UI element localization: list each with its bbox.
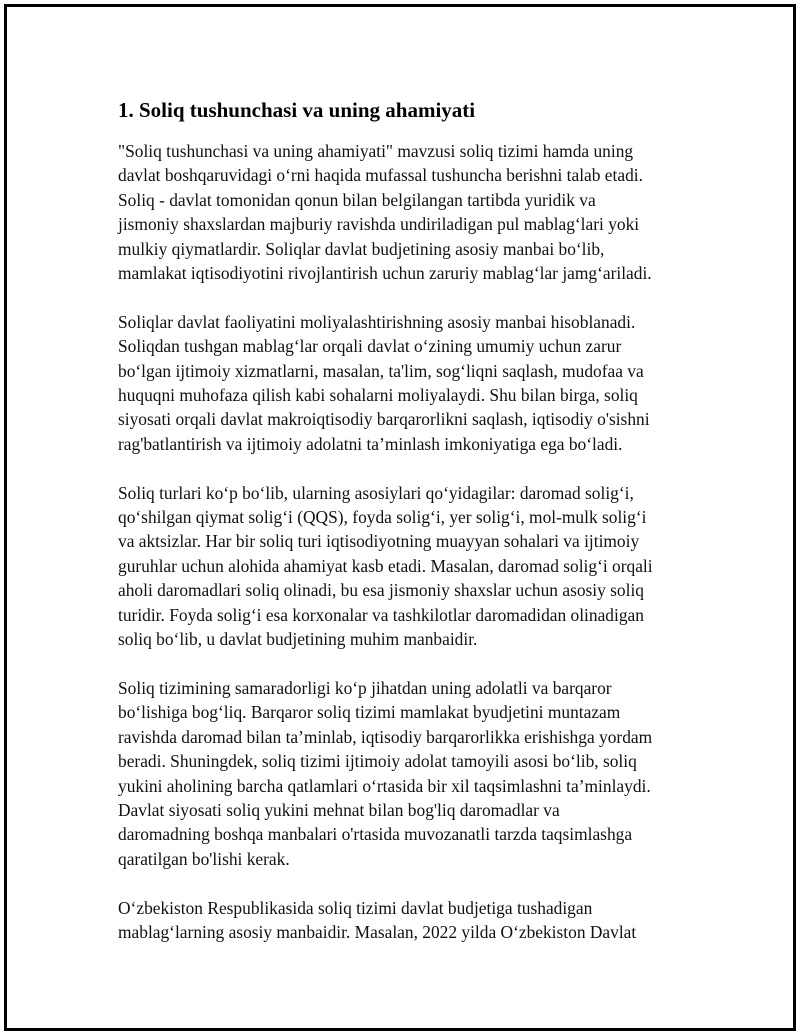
section-heading: 1. Soliq tushunchasi va uning ahamiyati xyxy=(118,98,476,122)
paragraph xyxy=(118,896,688,945)
paragraph-line: daromadning boshqa manbalari o'rtasida muvozanatli tarzda taqsimlashga xyxy=(118,824,633,845)
paragraph-line: boʻlgan ijtimoiy xizmatlarni, masalan, ta'lim, sogʻliqni saqlash, mudofaa va xyxy=(118,360,644,381)
paragraph-line: jismoniy shaxslardan majburiy ravishda undiriladigan pul mablagʻlari yoki xyxy=(118,214,640,235)
paragraph xyxy=(118,676,688,871)
paragraph-line: qaratilgan bo'lishi kerak. xyxy=(118,848,290,869)
paragraph-line: yukini aholining barcha qatlamlari oʻrtasida bir xil taqsimlashni ta’minlaydi. xyxy=(118,775,651,796)
document-body xyxy=(118,97,688,969)
paragraph-line: mamlakat iqtisodiyotini rivojlantirish uchun zaruriy mablagʻlar jamgʻariladi. xyxy=(118,263,652,284)
paragraph-line: boʻlishiga bogʻliq. Barqaror soliq tizimi mamlakat byudjetini muntazam xyxy=(118,702,621,723)
paragraph-line: Soliqlar davlat faoliyatini moliyalashtirishning asosiy manbai hisoblanadi. xyxy=(118,311,636,332)
paragraph-line: aholi daromadlari soliq olinadi, bu esa jismoniy shaxslar uchun asosiy soliq xyxy=(118,580,644,601)
paragraph-line: mablagʻlarning asosiy manbaidir. Masalan, 2022 yilda Oʻzbekiston Davlat xyxy=(118,921,637,942)
paragraph xyxy=(118,139,688,285)
paragraph-line: Soliq turlari koʻp boʻlib, ularning asosiylari qoʻyidagilar: daromad soligʻi, xyxy=(118,482,634,503)
paragraph-line: Davlat siyosati soliq yukini mehnat bilan bog'liq daromadlar va xyxy=(118,799,560,820)
paragraph-list xyxy=(118,139,688,944)
paragraph-line: Soliq tizimining samaradorligi koʻp jihatdan uning adolatli va barqaror xyxy=(118,677,612,698)
paragraph-line: siyosati orqali davlat makroiqtisodiy barqarorlikni saqlash, iqtisodiy o'sishni xyxy=(118,409,650,430)
paragraph-line: Oʻzbekiston Respublikasida soliq tizimi davlat budjetiga tushadigan xyxy=(118,897,593,918)
paragraph-line: guruhlar uchun alohida ahamiyat kasb etadi. Masalan, daromad soligʻi orqali xyxy=(118,555,653,576)
paragraph-line: va aktsizlar. Har bir soliq turi iqtisodiyotning muayyan sohalari va ijtimoiy xyxy=(118,531,640,552)
paragraph-line: Soliqdan tushgan mablagʻlar orqali davlat oʻzining umumiy uchun zarur xyxy=(118,336,622,357)
paragraph-line: soliq boʻlib, u davlat budjetining muhim manbaidir. xyxy=(118,629,478,650)
paragraph-line: rag'batlantirish va ijtimoiy adolatni ta’minlash imkoniyatiga ega boʻladi. xyxy=(118,433,623,454)
paragraph-line: mulkiy qiymatlardir. Soliqlar davlat budjetining asosiy manbai boʻlib, xyxy=(118,238,605,259)
paragraph-line: beradi. Shuningdek, soliq tizimi ijtimoiy adolat tamoyili asosi boʻlib, soliq xyxy=(118,751,637,772)
paragraph-line: Soliq - davlat tomonidan qonun bilan belgilangan tartibda yuridik va xyxy=(118,189,596,210)
paragraph xyxy=(118,310,688,456)
paragraph-line: davlat boshqaruvidagi oʻrni haqida mufassal tushuncha berishni talab etadi. xyxy=(118,165,643,186)
paragraph-line: qoʻshilgan qiymat soligʻi (QQS), foyda soligʻi, yer soligʻi, mol-mulk soligʻi xyxy=(118,507,647,528)
paragraph-line: "Soliq tushunchasi va uning ahamiyati" mavzusi soliq tizimi hamda uning xyxy=(118,141,634,161)
page-frame xyxy=(4,4,796,1031)
paragraph-line: ravishda daromad bilan ta’minlab, iqtisodiy barqarorlikka erishishga yordam xyxy=(118,726,653,747)
paragraph-line: huquqni muhofaza qilish kabi sohalarni moliyalaydi. Shu bilan birga, soliq xyxy=(118,385,638,406)
paragraph-line: turidir. Foyda soligʻi esa korxonalar va tashkilotlar daromadidan olinadigan xyxy=(118,604,644,625)
paragraph xyxy=(118,481,688,652)
